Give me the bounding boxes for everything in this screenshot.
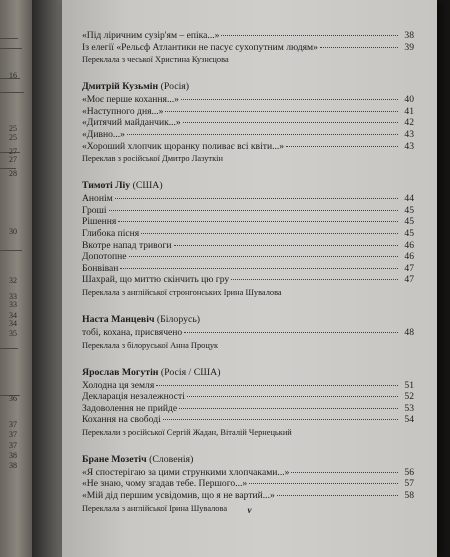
dot-leader — [163, 419, 398, 420]
dot-leader — [127, 134, 398, 135]
entry-title: тобі, кохана, присвячено — [82, 326, 183, 338]
toc-entry[interactable] — [82, 141, 414, 153]
dot-leader — [286, 146, 398, 147]
entry-title: Гроші — [82, 204, 107, 216]
author-name: Бране Мозетіч — [82, 453, 147, 465]
author-name: Ярослав Могутін — [82, 366, 159, 378]
dot-leader — [277, 495, 398, 496]
translator-credit: Переклав з російської Дмитро Лазуткін — [82, 154, 223, 164]
toc-entry[interactable] — [82, 193, 414, 205]
entry-page-number: 42 — [404, 117, 414, 129]
entry-title: «Моє перше кохання...» — [82, 94, 179, 106]
author-heading — [82, 313, 414, 326]
toc-entry[interactable] — [82, 42, 414, 54]
facing-page-number: 37 — [9, 430, 17, 439]
entry-title: «Хороший хлопчик щоранку поливає всі квіти...» — [82, 140, 285, 152]
facing-page-number: 37 — [9, 441, 17, 450]
entry-page-number: 43 — [404, 140, 414, 152]
entry-page-number: 48 — [404, 326, 414, 338]
entry-page-number: 40 — [404, 94, 414, 106]
toc-entry[interactable] — [82, 403, 414, 415]
entry-page-number: 54 — [404, 414, 414, 426]
toc-entry[interactable] — [82, 117, 414, 129]
dot-leader — [221, 35, 398, 36]
toc-entry[interactable] — [82, 478, 414, 490]
entry-page-number: 41 — [404, 105, 414, 117]
facing-page-number: 27 — [9, 147, 17, 156]
entry-title: «Мій дід першим усвідомив, що я не вартий...» — [82, 490, 275, 502]
dot-leader — [291, 472, 398, 473]
entry-page-number: 45 — [404, 227, 414, 239]
entry-title: Із елегії «Рельєф Атлантики не пасує сухопутним людям» — [82, 41, 318, 53]
dot-leader — [165, 111, 398, 112]
entry-title: Анонім — [82, 193, 113, 205]
dot-leader — [184, 332, 398, 333]
entry-title: Кохання на свободі — [82, 414, 161, 426]
toc-entry[interactable] — [82, 490, 414, 502]
facing-page-number: 37 — [9, 420, 17, 429]
entry-title: Рішення — [82, 216, 117, 228]
dot-leader — [115, 198, 398, 199]
entry-page-number: 46 — [404, 239, 414, 251]
dot-leader — [231, 279, 398, 280]
entry-page-number: 46 — [404, 251, 414, 263]
toc-entry[interactable] — [82, 205, 414, 217]
toc-entry[interactable] — [82, 240, 414, 252]
entry-page-number: 56 — [404, 466, 414, 478]
toc-entry[interactable] — [82, 380, 414, 392]
toc-entry[interactable] — [82, 129, 414, 141]
facing-page-number: 30 — [9, 227, 17, 236]
dot-leader — [118, 221, 398, 222]
dot-leader — [179, 408, 398, 409]
dot-leader — [156, 385, 398, 386]
entry-page-number: 57 — [404, 478, 414, 490]
entry-title: «Я спостерігаю за цими стрункими хлопчаками...» — [82, 466, 290, 478]
dot-leader — [320, 47, 398, 48]
translator-credit: Переклала з англійської Ірина Шувалова — [82, 503, 228, 513]
dot-leader — [174, 245, 398, 246]
entry-page-number: 53 — [404, 402, 414, 414]
author-heading — [82, 80, 414, 93]
toc-entry[interactable] — [82, 263, 414, 275]
author-heading — [82, 366, 414, 379]
translator-credit: Переклала з чеської Христина Кузнєцова — [82, 55, 229, 65]
dot-leader — [249, 483, 398, 484]
dot-leader — [187, 396, 398, 397]
entry-title: Холодна ця земля — [82, 379, 155, 391]
entry-title: Задоволення не прийде — [82, 402, 178, 414]
author-heading — [82, 179, 414, 192]
entry-title: «Дивно...» — [82, 128, 125, 140]
facing-page-number: 38 — [9, 461, 17, 470]
background-edge — [437, 0, 450, 557]
entry-page-number: 43 — [404, 128, 414, 140]
toc-entry[interactable] — [82, 274, 414, 286]
toc-entry[interactable] — [82, 327, 414, 339]
toc-entry[interactable] — [82, 30, 414, 42]
entry-title: «Не знаю, чому згадав тебе. Першого...» — [82, 478, 248, 490]
entry-title: Глибока пісня — [82, 227, 140, 239]
translator-credit: Переклали з російської Сергій Жадан, Віталій Чернецький — [82, 427, 292, 437]
facing-page-number: 36 — [9, 394, 17, 403]
toc-section — [82, 313, 414, 352]
translator-credit: Переклала з білоруської Анна Процук — [82, 340, 219, 350]
dot-leader — [109, 210, 398, 211]
toc-entry[interactable] — [82, 251, 414, 263]
facing-page-number: 25 — [9, 124, 17, 133]
author-name: Дмитрій Кузьмін — [82, 81, 159, 93]
facing-page-number: 38 — [9, 451, 17, 460]
translator-credit: Переклала з англійської стронгонських Ірина Шувалова — [82, 287, 282, 297]
facing-page-number: 35 — [9, 329, 17, 338]
table-of-contents — [82, 30, 414, 515]
toc-entry[interactable] — [82, 467, 414, 479]
author-heading — [82, 453, 414, 466]
entry-title: «Під ліричним сузір'ям – епіка...» — [82, 30, 220, 41]
dot-leader — [141, 233, 398, 234]
facing-page-number: 25 — [9, 133, 17, 142]
toc-entry[interactable] — [82, 106, 414, 118]
dot-leader — [181, 99, 398, 100]
entry-page-number: 58 — [404, 490, 414, 502]
entry-page-number: 51 — [404, 379, 414, 391]
toc-entry[interactable] — [82, 414, 414, 426]
entry-title: Допотопне — [82, 251, 127, 263]
facing-page-number: 34 — [9, 319, 17, 328]
facing-page-number: 27 — [9, 155, 17, 164]
author-name: Наста Манцевіч — [82, 313, 155, 325]
toc-entry[interactable] — [82, 391, 414, 403]
toc-section — [82, 30, 414, 66]
page-number-footer: v — [247, 505, 252, 515]
entry-title: «Наступного дня...» — [82, 105, 164, 117]
entry-page-number: 47 — [404, 274, 414, 286]
toc-section — [82, 80, 414, 165]
author-country: (США) — [132, 180, 163, 192]
entry-page-number: 45 — [404, 216, 414, 228]
dot-leader — [129, 256, 398, 257]
entry-page-number: 45 — [404, 204, 414, 216]
author-name: Тимоті Ліу — [82, 180, 131, 192]
dot-leader — [120, 268, 398, 269]
entry-title: «Дитячий майданчик...» — [82, 117, 181, 129]
entry-title: Вкотре напад тривоги — [82, 239, 172, 251]
entry-page-number: 38 — [404, 30, 414, 41]
toc-section — [82, 366, 414, 439]
toc-entry[interactable] — [82, 94, 414, 106]
author-country: (Росія / США) — [160, 366, 221, 378]
entry-title: Бонвіван — [82, 262, 119, 274]
entry-title: Шахрай, що миттю скінчить цю гру — [82, 274, 230, 286]
facing-page-number: 33 — [9, 300, 17, 309]
entry-page-number: 47 — [404, 262, 414, 274]
author-country: (Росія) — [160, 81, 190, 93]
facing-page-number: 32 — [9, 276, 17, 285]
facing-page-number: 33 — [9, 292, 17, 301]
facing-page-number: 16 — [9, 71, 17, 80]
dot-leader — [183, 122, 398, 123]
entry-page-number: 39 — [404, 41, 414, 53]
facing-page-number: 28 — [9, 169, 17, 178]
toc-entry[interactable] — [82, 228, 414, 240]
toc-entry[interactable] — [82, 216, 414, 228]
entry-title: Декларація незалежності — [82, 391, 185, 403]
facing-page-number: 34 — [9, 311, 17, 320]
author-country: (Словенія) — [149, 453, 194, 465]
toc-page — [62, 0, 437, 557]
author-country: (Білорусь) — [156, 313, 201, 325]
entry-page-number: 44 — [404, 193, 414, 205]
entry-page-number: 52 — [404, 391, 414, 403]
toc-section — [82, 179, 414, 299]
